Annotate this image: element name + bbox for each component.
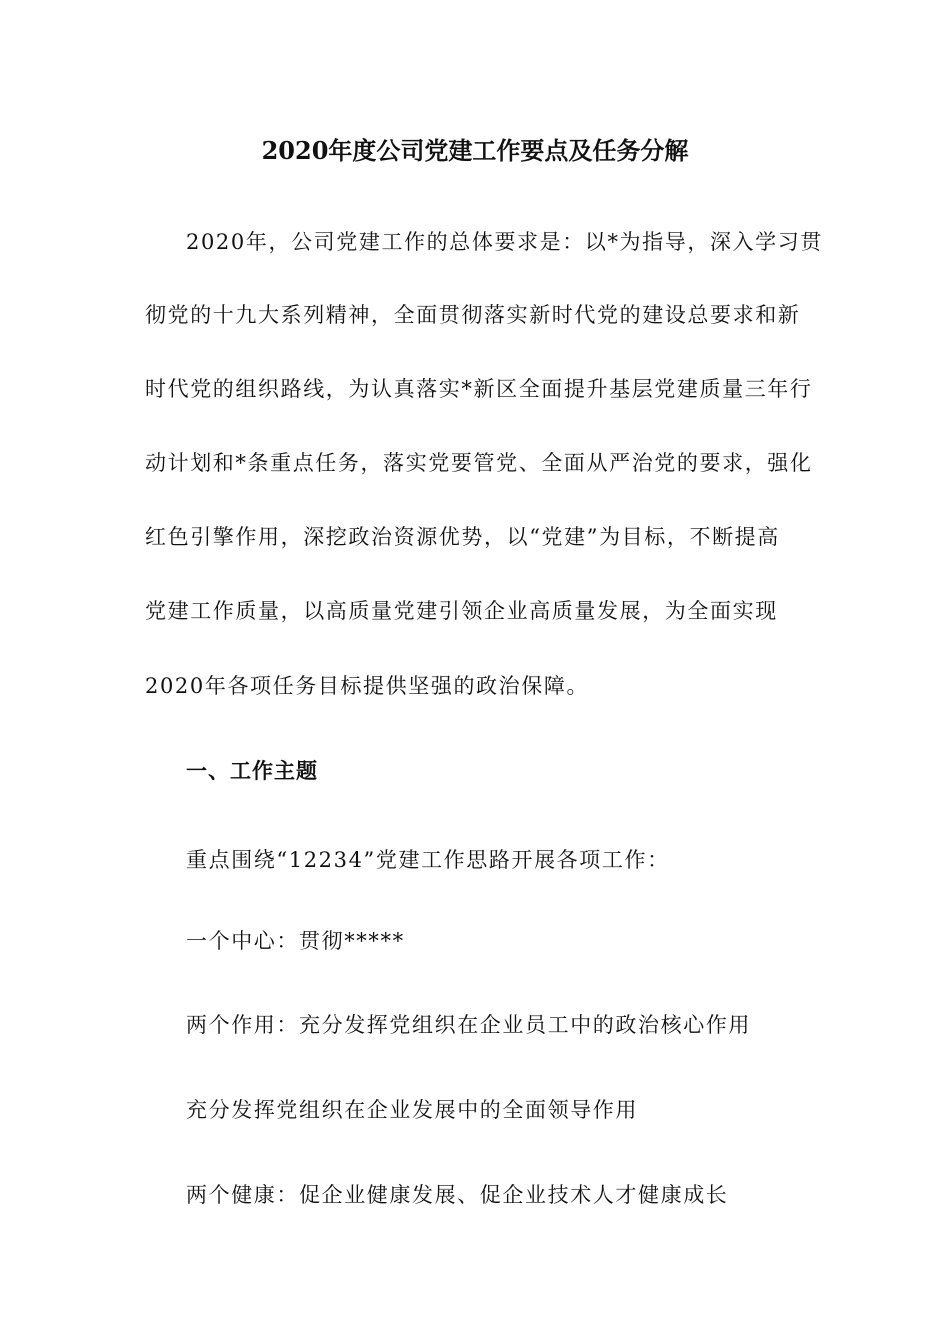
section-line-1: 重点围绕“12234”党建工作思路开展各项工作： — [186, 848, 670, 872]
section-line-5: 两个健康：促企业健康发展、促企业技术人才健康成长 — [186, 1183, 729, 1207]
intro-line-7: 2020年各项任务目标提供坚强的政治保障。 — [145, 674, 590, 698]
section-heading: 一、工作主题 — [186, 759, 318, 783]
intro-line-5: 红色引擎作用，深挖政治资源优势，以“党建”为目标，不断提高 — [145, 525, 780, 549]
section-line-2: 一个中心：贯彻***** — [186, 929, 405, 953]
section-line-3: 两个作用：充分发挥党组织在企业员工中的政治核心作用 — [186, 1013, 751, 1037]
intro-line-2: 彻党的十九大系列精神，全面贯彻落实新时代党的建设总要求和新 — [145, 303, 801, 327]
intro-line-4: 动计划和*条重点任务，落实党要管党、全面从严治党的要求，强化 — [145, 451, 813, 475]
section-line-4: 充分发挥党组织在企业发展中的全面领导作用 — [186, 1098, 638, 1122]
intro-line-6: 党建工作质量，以高质量党建引领企业高质量发展，为全面实现 — [145, 599, 778, 623]
intro-line-1: 2020年，公司党建工作的总体要求是：以*为指导，深入学习贯 — [186, 230, 823, 254]
document-title: 2020年度公司党建工作要点及任务分解 — [261, 136, 689, 165]
intro-line-3: 时代党的组织路线，为认真落实*新区全面提升基层党建质量三年行 — [145, 377, 813, 401]
